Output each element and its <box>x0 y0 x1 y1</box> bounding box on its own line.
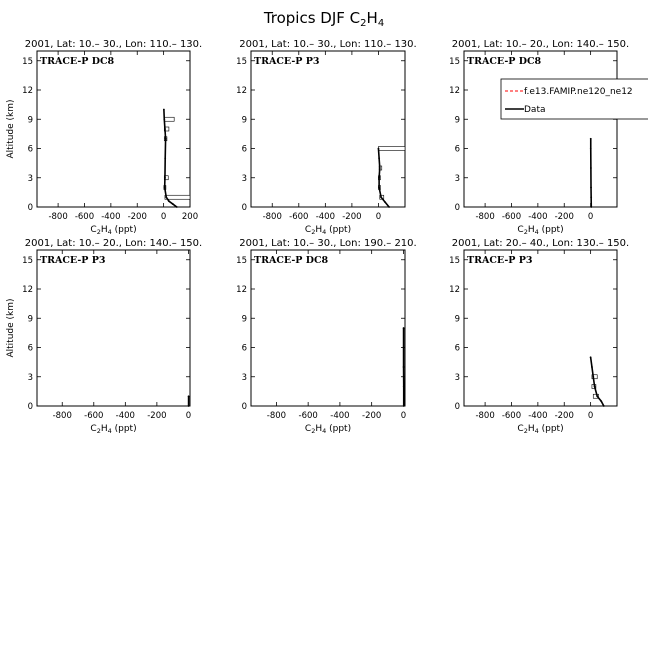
panel-header: 2001, Lat: 10.– 20., Lon: 140.– 150. <box>24 238 203 249</box>
y-tick-label: 9 <box>454 314 460 325</box>
data-point <box>378 177 380 179</box>
y-tick-label: 6 <box>27 343 33 354</box>
y-tick-label: 3 <box>241 173 247 184</box>
y-tick-label: 9 <box>27 115 33 126</box>
y-tick-label: 12 <box>236 86 247 96</box>
y-tick-label: 3 <box>27 372 33 383</box>
data-point <box>378 187 380 189</box>
x-tick-label: -200 <box>127 212 147 222</box>
x-tick-label: 0 <box>160 212 167 222</box>
x-tick-label: -800 <box>52 411 72 421</box>
data-point <box>403 405 405 407</box>
x-tick-label: -600 <box>501 411 522 421</box>
data-point <box>592 376 594 378</box>
campaign-label: TRACE-P P3 <box>40 255 106 266</box>
data-point <box>590 167 592 169</box>
x-tick-label: -400 <box>528 411 548 421</box>
data-point <box>388 206 390 208</box>
y-tick-label: 3 <box>454 173 460 184</box>
y-axis-label: Altitude (km) <box>6 298 16 358</box>
data-point <box>164 187 166 189</box>
data-point <box>590 148 592 150</box>
y-tick-label: 6 <box>27 144 33 155</box>
data-point <box>163 118 165 120</box>
x-axis-label: $C_2H_4$ (ppt) <box>517 424 564 435</box>
x-tick-label: -400 <box>330 411 350 421</box>
y-tick-label: 12 <box>449 86 460 96</box>
x-tick-label: 0 <box>400 411 407 421</box>
x-tick-label: -600 <box>74 212 95 222</box>
data-point <box>600 400 602 402</box>
data-point <box>590 187 592 189</box>
x-tick-label: -400 <box>528 212 548 222</box>
campaign-label: TRACE-P DC8 <box>467 56 542 67</box>
panel-header: 2001, Lat: 20.– 40., Lon: 130.– 150. <box>451 238 630 249</box>
campaign-label: TRACE-P P3 <box>467 255 533 266</box>
legend-model-label: f.e13.FAMIP.ne120_ne12 <box>524 87 633 97</box>
panel-header: 2001, Lat: 10.– 30., Lon: 110.– 130. <box>24 39 203 50</box>
y-tick-label: 9 <box>27 314 33 325</box>
x-tick-label: -200 <box>147 411 167 421</box>
panel-header: 2001, Lat: 10.– 30., Lon: 190.– 210. <box>239 238 417 249</box>
x-axis-label: $C_2H_4$ (ppt) <box>517 225 564 236</box>
data-point <box>590 138 592 140</box>
panel-header: 2001, Lat: 10.– 30., Lon: 110.– 130. <box>239 39 417 50</box>
range-box <box>378 147 405 151</box>
y-tick-label: 9 <box>241 314 247 325</box>
y-tick-label: 15 <box>236 56 247 67</box>
x-tick-label: -600 <box>289 212 309 222</box>
range-box <box>165 195 190 199</box>
data-point <box>603 405 605 407</box>
range-box <box>164 117 174 121</box>
data-point <box>403 366 405 368</box>
x-tick-label: -600 <box>84 411 104 421</box>
data-point <box>165 196 167 198</box>
y-tick-label: 6 <box>454 343 460 354</box>
y-tick-label: 6 <box>241 343 247 354</box>
y-tick-label: 15 <box>449 255 460 266</box>
y-tick-label: 9 <box>241 115 247 126</box>
y-tick-label: 15 <box>22 56 33 67</box>
x-tick-label: -400 <box>115 411 135 421</box>
x-tick-label: -800 <box>262 212 282 222</box>
data-point <box>379 167 381 169</box>
campaign-label: TRACE-P DC8 <box>40 56 115 67</box>
campaign-label: TRACE-P DC8 <box>254 255 329 266</box>
x-tick-label: 0 <box>185 411 192 421</box>
data-point <box>590 196 592 198</box>
y-tick-label: 6 <box>454 144 460 155</box>
x-tick-label: -800 <box>266 411 287 421</box>
data-point <box>378 157 380 159</box>
data-point <box>188 395 190 397</box>
data-point <box>590 356 592 358</box>
y-tick-label: 15 <box>22 255 33 266</box>
data-point <box>188 405 190 407</box>
data-point <box>164 157 166 159</box>
y-tick-label: 0 <box>27 203 33 213</box>
y-tick-label: 12 <box>449 285 460 295</box>
data-point <box>403 327 405 329</box>
y-tick-label: 0 <box>454 203 460 213</box>
x-tick-label: -600 <box>501 212 522 222</box>
x-axis-label: $C_2H_4$ (ppt) <box>304 225 352 236</box>
data-point <box>403 386 405 388</box>
data-point <box>168 200 170 202</box>
y-tick-label: 0 <box>27 402 33 412</box>
campaign-label: TRACE-P P3 <box>254 56 320 67</box>
data-point <box>164 177 166 179</box>
x-tick-label: -800 <box>475 411 495 421</box>
data-point <box>378 148 380 150</box>
data-point <box>176 206 178 208</box>
y-tick-label: 12 <box>22 285 33 295</box>
y-tick-label: 15 <box>236 255 247 266</box>
x-tick-label: 0 <box>375 212 382 222</box>
y-tick-label: 0 <box>241 402 247 412</box>
x-tick-label: -800 <box>475 212 495 222</box>
data-point <box>590 206 592 208</box>
y-tick-label: 9 <box>454 115 460 126</box>
y-tick-label: 12 <box>236 285 247 295</box>
x-tick-label: -200 <box>554 212 574 222</box>
x-axis-label: $C_2H_4$ (ppt) <box>90 424 137 435</box>
y-tick-label: 3 <box>241 372 247 383</box>
x-tick-label: -200 <box>362 411 382 421</box>
x-tick-label: 0 <box>587 411 594 421</box>
x-tick-label: -200 <box>342 212 362 222</box>
x-axis-label: $C_2H_4$ (ppt) <box>304 424 352 435</box>
data-point <box>594 386 596 388</box>
data-point <box>403 347 405 349</box>
data-point <box>596 395 598 397</box>
data-point <box>384 201 386 203</box>
x-tick-label: -400 <box>315 212 335 222</box>
y-tick-label: 3 <box>454 372 460 383</box>
y-tick-label: 6 <box>241 144 247 155</box>
data-point <box>172 203 174 205</box>
data-point <box>163 109 165 111</box>
y-tick-label: 0 <box>454 402 460 412</box>
x-tick-label: -800 <box>48 212 68 222</box>
data-point <box>165 138 167 140</box>
data-point <box>591 366 593 368</box>
panel-header: 2001, Lat: 10.– 20., Lon: 140.– 150. <box>451 39 630 50</box>
x-tick-label: -400 <box>101 212 121 222</box>
x-axis-label: $C_2H_4$ (ppt) <box>90 225 137 236</box>
y-tick-label: 3 <box>27 173 33 184</box>
x-tick-label: 0 <box>587 212 594 222</box>
data-point <box>380 196 382 198</box>
y-tick-label: 12 <box>22 86 33 96</box>
x-tick-label: 200 <box>181 212 199 222</box>
legend <box>501 79 648 119</box>
figure-title: Tropics DJF $C_2H_4$ <box>263 9 385 29</box>
x-tick-label: -200 <box>554 411 574 421</box>
y-axis-label: Altitude (km) <box>6 99 16 159</box>
legend-data-label: Data <box>524 105 546 115</box>
data-point <box>164 128 166 130</box>
y-tick-label: 0 <box>241 203 247 213</box>
x-tick-label: -600 <box>298 411 318 421</box>
y-tick-label: 15 <box>449 56 460 67</box>
